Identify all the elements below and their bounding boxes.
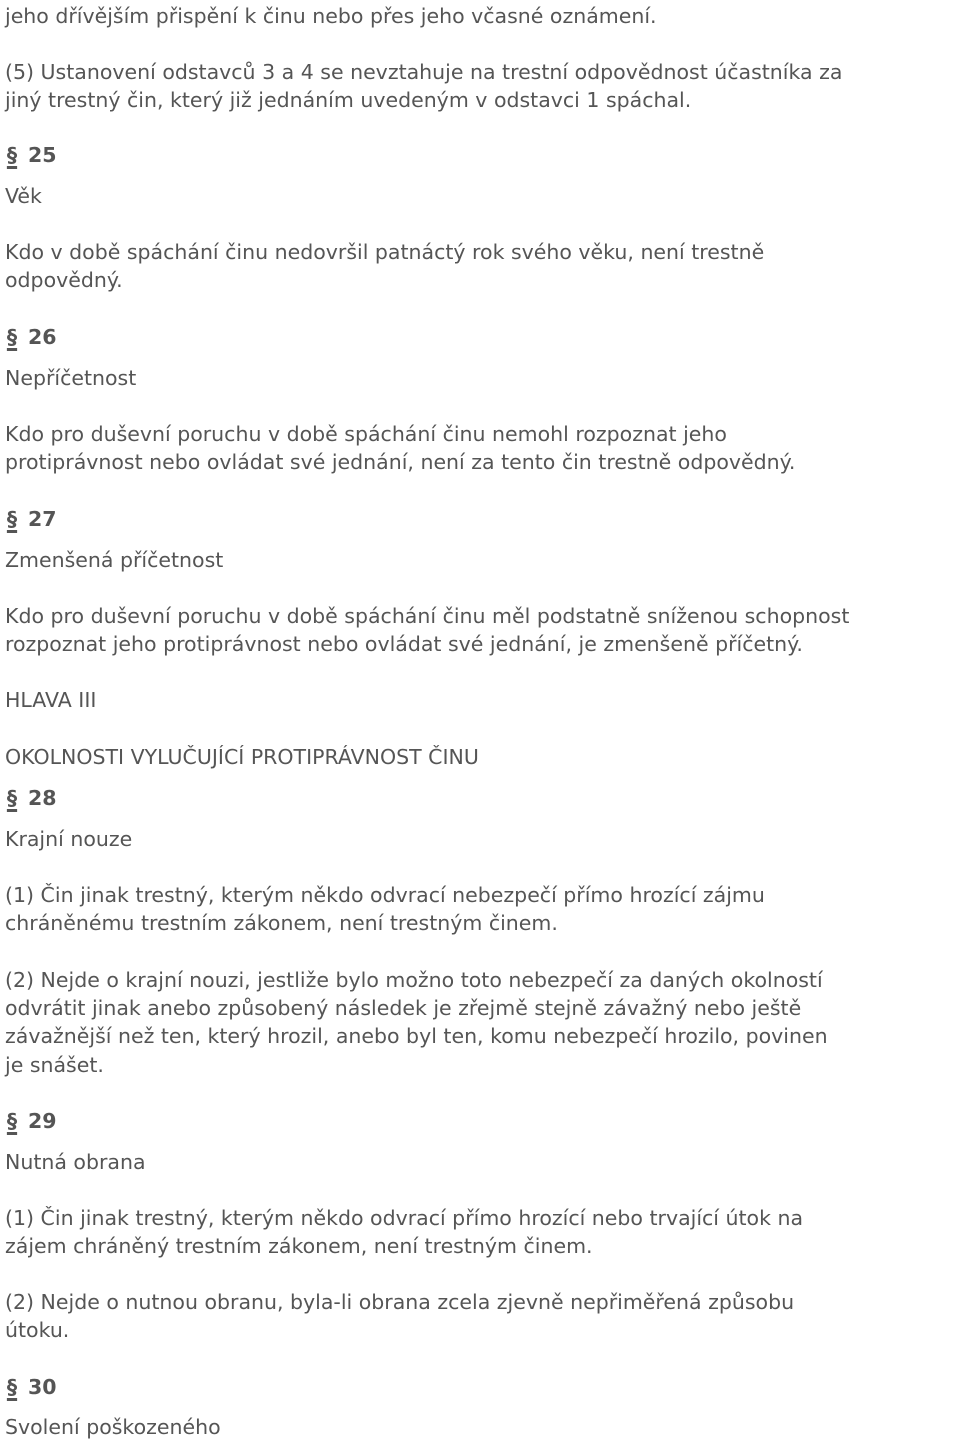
text-line: rozpoznat jeho protiprávnost nebo ovládat své jednání, je zmenšeně příčetný. [5, 632, 803, 656]
chapter-title: OKOLNOSTI VYLUČUJÍCÍ PROTIPRÁVNOST ČINU [5, 745, 479, 769]
section-title: Svolení poškozeného [5, 1415, 221, 1439]
section-title: Nepříčetnost [5, 366, 137, 390]
text-line: Kdo v době spáchání činu nedovršil patnáctý rok svého věku, není trestně [5, 240, 765, 264]
section-number: 28 [28, 786, 57, 810]
section-title: Zmenšená příčetnost [5, 548, 224, 572]
text-line: jeho dřívějším přispění k činu nebo přes jeho včasné oznámení. [5, 4, 657, 28]
text-line: Kdo pro duševní poruchu v době spáchání činu nemohl rozpoznat jeho [5, 422, 727, 446]
text-line: (2) Nejde o nutnou obranu, byla-li obrana zcela zjevně nepřiměřená způsobu [5, 1290, 795, 1314]
section-symbol-icon: § [6, 1109, 18, 1133]
section-title: Krajní nouze [5, 827, 133, 851]
text-line: útoku. [5, 1318, 70, 1342]
section-number: 29 [28, 1109, 57, 1133]
section-title: Nutná obrana [5, 1150, 146, 1174]
section-number: 26 [28, 325, 57, 349]
text-line: jiný trestný čin, který již jednáním uvedeným v odstavci 1 spáchal. [5, 88, 692, 112]
section-heading-29 [5, 1107, 57, 1135]
text-line: (1) Čin jinak trestný, kterým někdo odvrací přímo hrozící nebo trvající útok na [5, 1206, 804, 1230]
section-number: 27 [28, 507, 57, 531]
section-symbol-icon: § [6, 507, 18, 531]
text-line: chráněnému trestním zákonem, není trestným činem. [5, 911, 558, 935]
section-heading-27 [5, 505, 57, 533]
section-heading-30 [5, 1373, 57, 1401]
text-line: protiprávnost nebo ovládat své jednání, není za tento čin trestně odpovědný. [5, 450, 796, 474]
section-number: 30 [28, 1375, 57, 1399]
chapter-label: HLAVA III [5, 688, 97, 712]
section-symbol-icon: § [6, 325, 18, 349]
text-line: odpovědný. [5, 268, 123, 292]
text-line: zájem chráněný trestním zákonem, není trestným činem. [5, 1234, 593, 1258]
section-heading-26 [5, 323, 57, 351]
section-heading-28 [5, 784, 57, 812]
text-line: (5) Ustanovení odstavců 3 a 4 se nevztahuje na trestní odpovědnost účastníka za [5, 60, 843, 84]
section-symbol-icon: § [6, 786, 18, 810]
section-number: 25 [28, 143, 57, 167]
text-line: odvrátit jinak anebo způsobený následek je zřejmě stejně závažný nebo ještě [5, 996, 802, 1020]
text-line: závažnější než ten, který hrozil, anebo byl ten, komu nebezpečí hrozilo, povinen [5, 1024, 828, 1048]
section-heading-25 [5, 141, 57, 169]
section-symbol-icon: § [6, 1375, 18, 1399]
section-title: Věk [5, 184, 42, 208]
text-line: Kdo pro duševní poruchu v době spáchání činu měl podstatně sníženou schopnost [5, 604, 850, 628]
text-line: (1) Čin jinak trestný, kterým někdo odvrací nebezpečí přímo hrozící zájmu [5, 883, 765, 907]
text-line: (2) Nejde o krajní nouzi, jestliže bylo možno toto nebezpečí za daných okolností [5, 968, 823, 992]
text-line: je snášet. [5, 1053, 104, 1077]
section-symbol-icon: § [6, 143, 18, 167]
